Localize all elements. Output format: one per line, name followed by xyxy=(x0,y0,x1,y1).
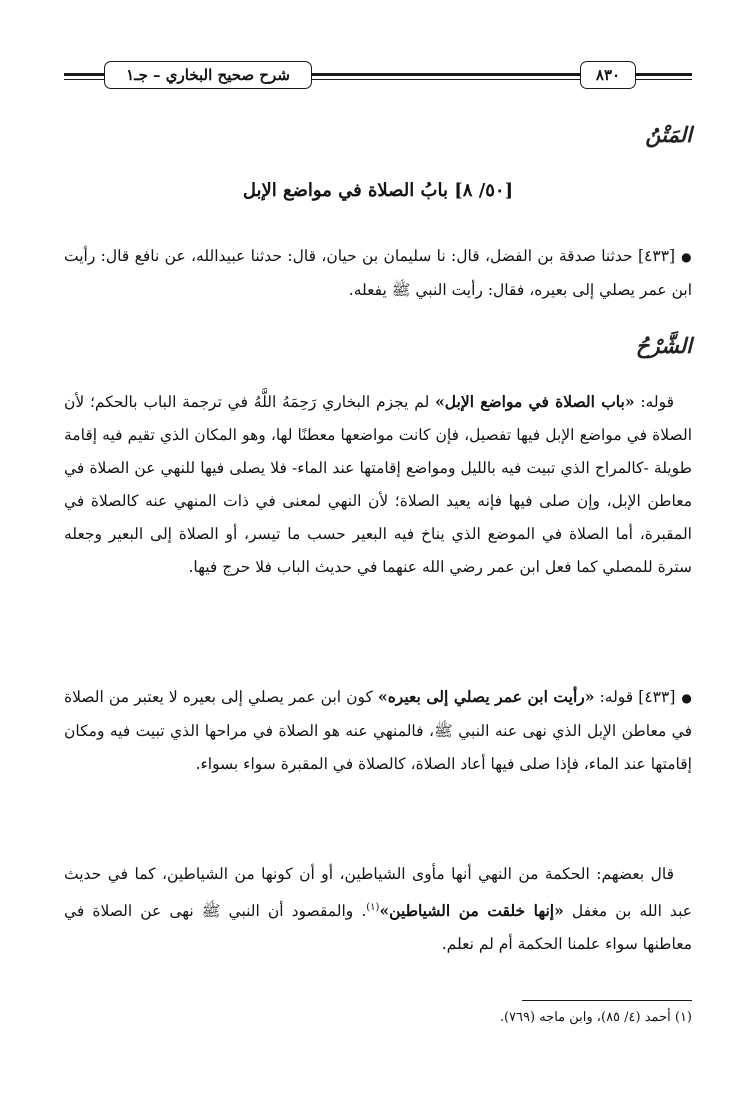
p1-text: لم يجزم البخاري رَحِمَهُ اللَّهُ في ترجمة الباب بالحكم؛ لأن الصلاة في مواضع الإبل فيها تفصيل، فإن كانت مواضعها معطنًا لها، وهو المكان الذي تقيم فيه إقامة طويلة -كالمراح الذي تبيت فيه بالليل ومواضع إقامتها عند الماء- فلا يصلى فيها للنهي عن الصلاة في معاطن الإبل، وإن صلى فيها فإنه يعيد الصلاة؛ لأن النهي لمعنى في ذات المنهي عنه كالصلاة في المقبرة، أما الصلاة في الموضع الذي يناخ فيه البعير حسب ما تيسر، أو الصلاة إلى البعير وجعله سترة للمصلي كما فعل ابن عمر رضي الله عنهما في حديث الباب فلا حرج فيها. xyxy=(64,393,692,576)
page-number: ٨٣٠ xyxy=(580,61,636,89)
hadith-paragraph xyxy=(64,240,692,307)
p2-text: كون ابن عمر يصلي إلى بعيره لا يعتبر من الصلاة في معاطن الإبل الذي نهى عنه النبي ﷺ، فالمنهي عنه هو الصلاة في مراحها الذي تبيت فيه ومكان إقامتها عند الماء، فإذا صلى فيها أعاد الصلاة، كالصلاة في المقبرة سواء بسواء. xyxy=(64,688,692,773)
p3-text-a: قال بعضهم: الحكمة من النهي أنها مأوى الشياطين، أو أن كونها من الشياطين، كما في حديث عبد الله بن مغفل xyxy=(64,865,692,921)
p3-text-b: . والمقصود أن النبي ﷺ نهى عن الصلاة في معاطنها سواء علمنا الحكمة أم لم نعلم. xyxy=(64,902,692,954)
commentary-paragraph-2 xyxy=(64,680,692,781)
commentary-paragraph-1 xyxy=(64,385,692,584)
footnote: (١) أحمد (٤/ ٨٥)، وابن ماجه (٧٦٩). xyxy=(499,1010,692,1025)
sharh-label-text: الشَّرْحُ xyxy=(635,333,692,358)
hadith-number: [٤٣٣] xyxy=(637,247,676,265)
running-header xyxy=(64,58,692,94)
matn-label xyxy=(645,122,692,147)
header-rule-middle-thin xyxy=(312,79,580,80)
p1-quote: «باب الصلاة في مواضع الإبل» xyxy=(435,392,635,411)
hadith-text: حدثنا صدقة بن الفضل، قال: نا سليمان بن حيان، قال: حدثنا عبيدالله، عن نافع قال: رأيت ابن عمر يصلي إلى بعيره، فقال: رأيت النبي ﷺ يفعله. xyxy=(64,247,692,299)
p2-lead: قوله: xyxy=(599,688,634,706)
p3-quote: «إنها خلقت من الشياطين» xyxy=(379,901,564,921)
p1-lead: قوله: xyxy=(640,393,674,411)
p2-quote: «رأيت ابن عمر يصلي إلى بعيره» xyxy=(378,687,595,706)
matn-label-text: المَتْنُ xyxy=(645,122,692,147)
header-rule-left xyxy=(64,73,104,76)
header-rule-right xyxy=(636,73,692,76)
header-rule-left-thin xyxy=(64,79,104,80)
header-rule-right-thin xyxy=(636,79,692,80)
p2-number: [٤٣٣] xyxy=(638,688,676,706)
book-title: شرح صحيح البخاري – جـ١ xyxy=(104,61,312,89)
commentary-paragraph-3 xyxy=(64,858,692,961)
sharh-label xyxy=(636,333,692,358)
footnote-ref[interactable]: (١) xyxy=(366,902,380,913)
chapter-title: [٥٠/ ٨] بابُ الصلاة في مواضع الإبل xyxy=(242,180,514,201)
header-rule-middle xyxy=(312,73,580,76)
bullet-icon: ● xyxy=(681,690,692,705)
footnote-divider xyxy=(522,1000,692,1001)
book-page xyxy=(64,58,692,1068)
bullet-icon: ● xyxy=(681,249,692,264)
